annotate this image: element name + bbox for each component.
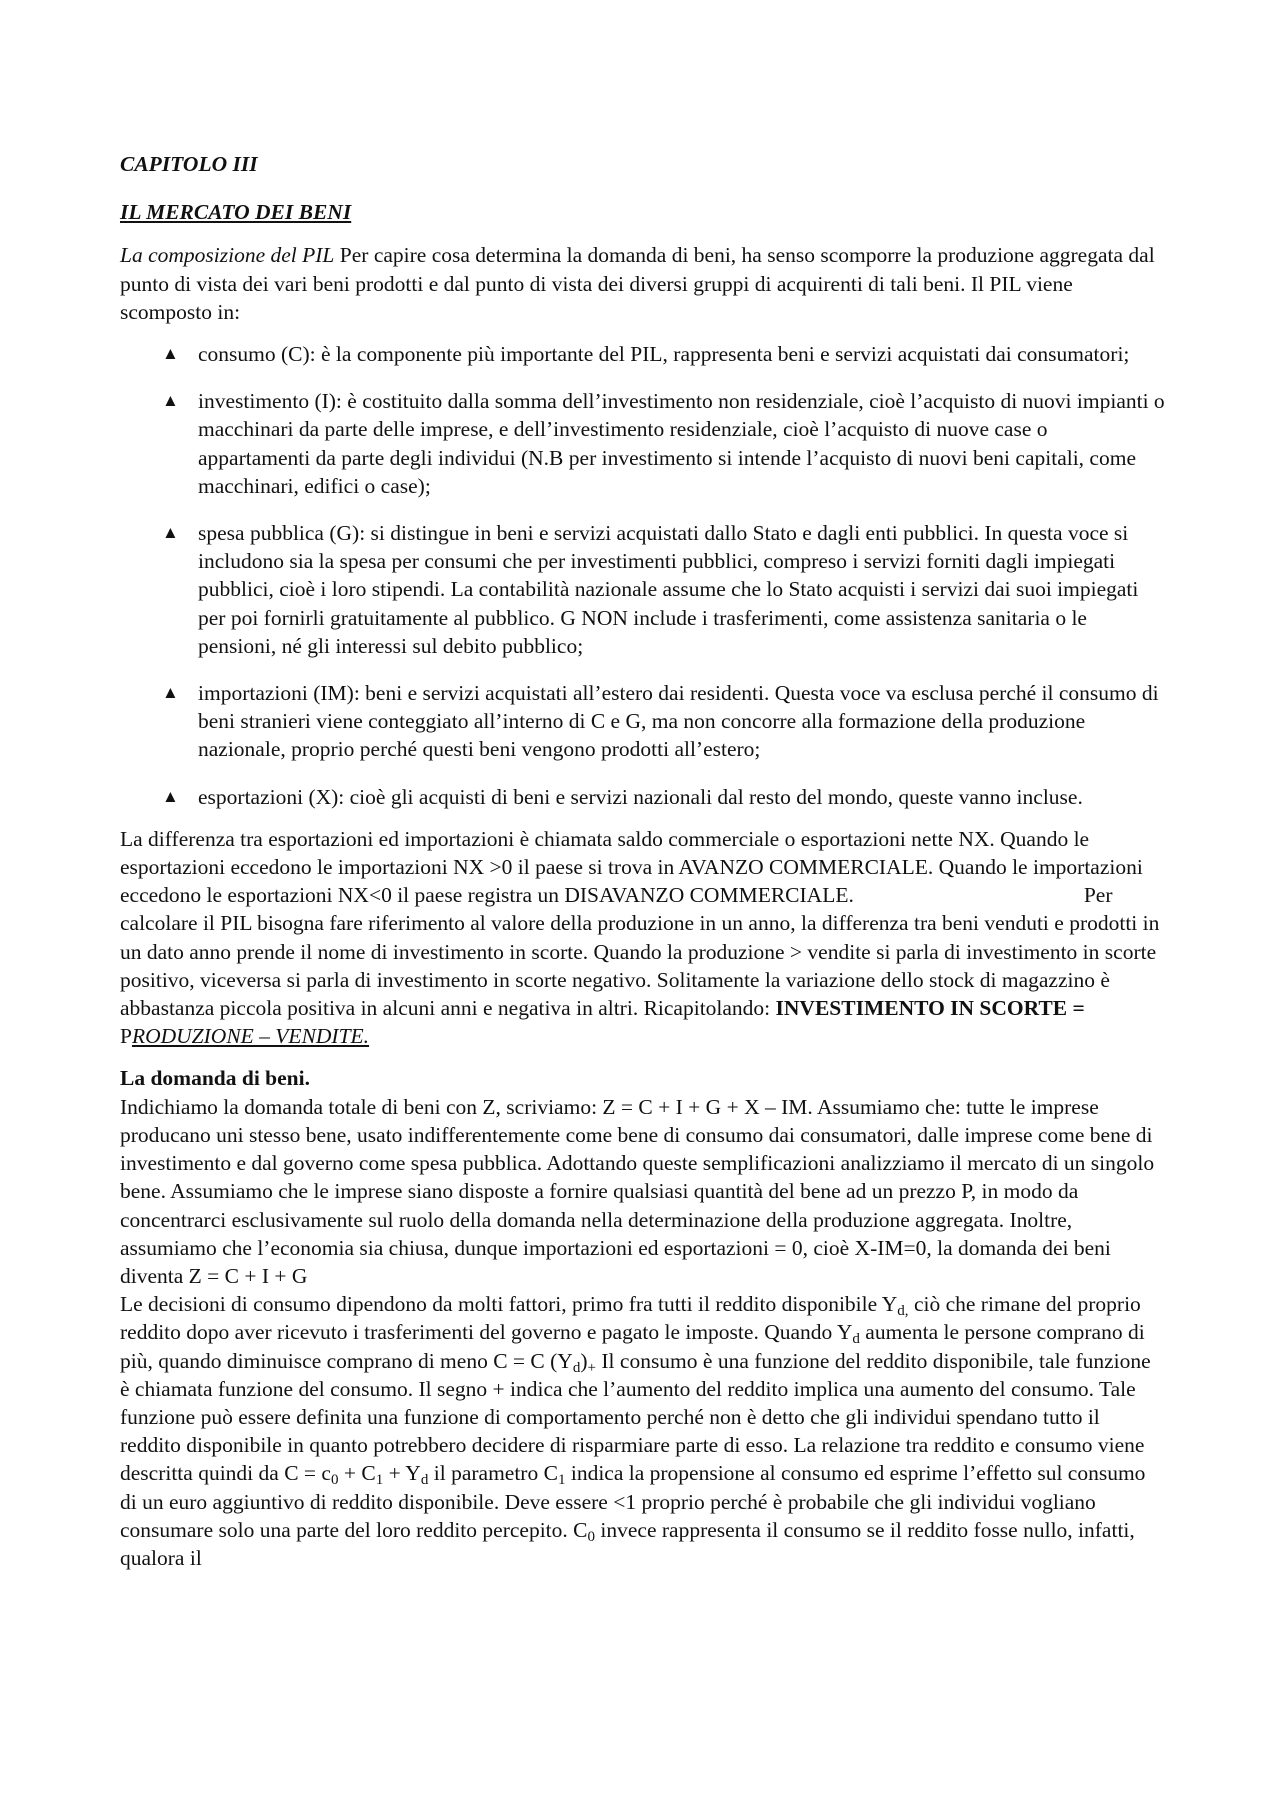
intro-paragraph <box>120 241 1165 326</box>
formula-p-letter: P <box>120 1024 132 1049</box>
text-run: Le decisioni di consumo dipendono da molti fattori, primo fra tutti il reddito disponibile Y <box>120 1292 898 1317</box>
list-item-text: importazioni (IM): beni e servizi acquistati all’estero dai residenti. Questa voce va esclusa perché il consumo di beni stranieri viene conteggiato all’interno di C e G, ma non concorre alla formazione della produzione nazionale, proprio perché questi beni vengono prodotti all’estero; <box>198 681 1159 762</box>
list-item <box>120 783 1165 811</box>
document-page <box>120 150 1165 1572</box>
subscript: 0 <box>330 1472 339 1489</box>
text-run: ) <box>580 1348 588 1373</box>
subscript: d <box>572 1359 581 1376</box>
list-item <box>120 340 1165 368</box>
subscript: + <box>587 1359 597 1376</box>
triangle-bullet-icon: ▲ <box>162 523 179 543</box>
list-item <box>120 387 1165 500</box>
text-run: invece rappresenta il consumo se il reddito fosse nullo, infatti, qualora il <box>120 1517 1135 1570</box>
intro-lead: La composizione del PIL <box>120 243 335 268</box>
list-item-text: esportazioni (X): cioè gli acquisti di beni e servizi nazionali dal resto del mondo, queste vanno incluse. <box>198 784 1083 809</box>
subscript: 0 <box>587 1528 596 1545</box>
trade-balance-text: La differenza tra esportazioni ed importazioni è chiamata saldo commerciale o esportazioni nette NX. Quando le esportazioni eccedono le importazioni NX >0 il paese si trova in AVANZO COMMERCIALE. Quando le importazioni eccedono le esportazioni NX<0 il paese registra un DISAVANZO COMMERCIALE. <box>120 826 1143 908</box>
consumption-paragraph <box>120 1290 1165 1572</box>
subheading-demand: La domanda di beni. <box>120 1066 310 1091</box>
text-run: il parametro C <box>428 1461 558 1486</box>
subscript: d <box>420 1472 429 1489</box>
text-run: + C <box>338 1461 376 1486</box>
list-item-text: spesa pubblica (G): si distingue in beni e servizi acquistati dallo Stato e dagli enti pubblici. In questa voce si includono sia la spesa per consumi che per investimenti pubblici, compreso i servizi forniti dagli impiegati pubblici, cioè i loro stipendi. La contabilità nazionale assume che lo Stato acquisti i servizi dai suoi impiegati per poi fornirli gratuitamente al pubblico. G NON include i trasferimenti, come assistenza sanitaria o le pensioni, né gli interessi sul debito pubblico; <box>198 521 1139 658</box>
inventory-text: Per calcolare il PIL bisogna fare riferimento al valore della produzione in un anno, la differenza tra beni venduti e prodotti in un dato anno prende il nome di investimento in scorte. Quando la produzione > vendite si parla di investimento in scorte positivo, viceversa si parla di investimento in scorte negativo. Solitamente la variazione dello stock di magazzino è abbastanza piccola positiva in alcuni anni e negativa in altri. Ricapitolando: <box>120 883 1160 1021</box>
subscript: 1 <box>557 1472 566 1489</box>
list-item <box>120 519 1165 660</box>
subscript: 1 <box>375 1472 384 1489</box>
demand-paragraph: Indichiamo la domanda totale di beni con Z, scriviamo: Z = C + I + G + X – IM. Assumiamo che: tutte le imprese producano uni stesso bene, usato indifferentemente come bene di consumo dai consumatori, dalle imprese come bene di investimento e dal governo come spesa pubblica. Adottando queste semplificazioni analizziamo il mercato di un singolo bene. Assumiamo che le imprese siano disposte a fornire qualsiasi quantità del bene ad un prezzo P, in modo da concentrarci esclusivamente sul ruolo della domanda nella determinazione della produzione aggregata. Inoltre, assumiamo che l’economia sia chiusa, dunque importazioni ed esportazioni = 0, cioè X-IM=0, la domanda dei beni diventa Z = C + I + G <box>120 1094 1155 1288</box>
list-item <box>120 679 1165 764</box>
text-run: + Y <box>383 1461 421 1486</box>
text-run: indica la propensione al consumo ed esprime l’effetto sul consumo di un euro aggiuntivo di reddito disponibile. Deve essere <1 proprio perché è probabile che gli individui vogliano consumare solo una parte del loro reddito percepito. C <box>120 1461 1146 1542</box>
list-item-text: investimento (I): è costituito dalla somma dell’investimento non residenziale, cioè l’acquisto di nuovi impianti o macchinari da parte delle imprese, e dell’investimento residenziale, cioè l’acquisto di nuove case o appartamenti da parte degli individui (N.B per investimento si intende l’acquisto di nuovi beni capitali, come macchinari, edifici o case); <box>198 389 1165 498</box>
text-run: aumenta le persone comprano di più, quando diminuisce comprano di meno C = C (Y <box>120 1320 1145 1373</box>
section-title: IL MERCATO DEI BENI <box>120 200 352 225</box>
triangle-bullet-icon: ▲ <box>162 786 179 806</box>
chapter-title: CAPITOLO III <box>120 152 258 176</box>
subscript: d, <box>897 1302 909 1319</box>
inventory-formula-bold: INVESTIMENTO IN SCORTE = <box>775 996 1085 1021</box>
gdp-components-list <box>120 340 1165 811</box>
formula-underlined: RODUZIONE – VENDITE. <box>131 1024 370 1049</box>
text-run: Il consumo è una funzione del reddito disponibile, tale funzione è chiamata funzione del consumo. Il segno + indica che l’aumento del reddito implica una aumento del consumo. Tale funzione può essere definita una funzione di comportamento perché non è detto che gli individui spendano tutto il reddito disponibile in quanto potrebbero decidere di risparmiare parte di esso. La relazione tra reddito e consumo viene descritta quindi da C = c <box>120 1348 1151 1486</box>
subscript: d <box>852 1331 860 1348</box>
trade-balance-paragraph <box>120 825 1165 1051</box>
triangle-bullet-icon: ▲ <box>162 683 179 703</box>
triangle-bullet-icon: ▲ <box>162 391 179 411</box>
triangle-bullet-icon: ▲ <box>162 344 179 364</box>
list-item-text: consumo (C): è la componente più importante del PIL, rappresenta beni e servizi acquistati dai consumatori; <box>198 342 1130 367</box>
text-run: ciò che rimane del proprio reddito dopo aver ricevuto i trasferimenti del governo e pagato le imposte. Quando Y <box>120 1292 1141 1345</box>
intro-text: Per capire cosa determina la domanda di beni, ha senso scomporre la produzione aggregata dal punto di vista dei vari beni prodotti e dal punto di vista dei diversi gruppi di acquirenti di tali beni. Il PIL viene scomposto in: <box>120 243 1155 324</box>
